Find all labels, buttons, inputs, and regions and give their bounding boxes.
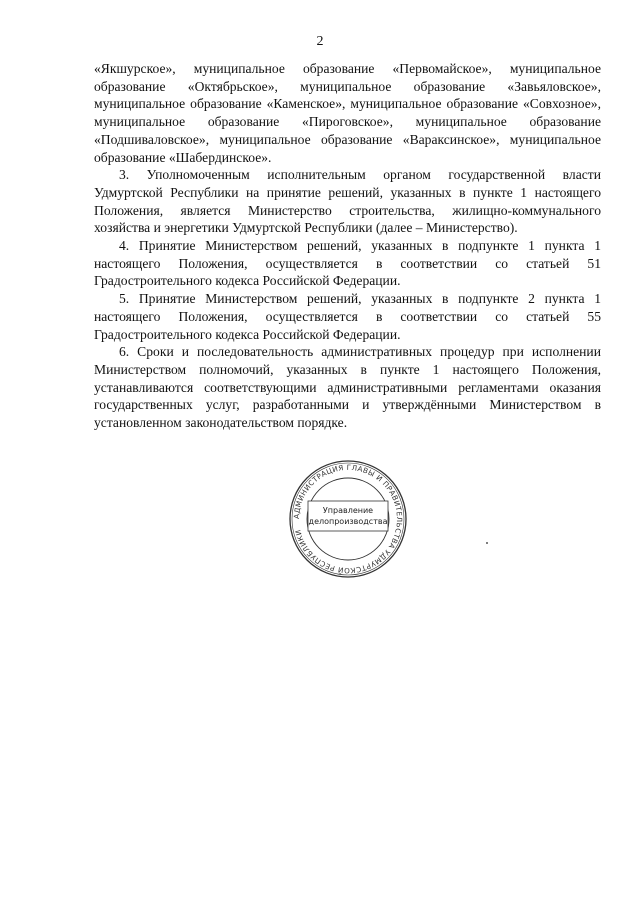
- paragraph-6: 6. Сроки и последовательность административных процедур при исполнении Министерством полномочий, указанных в пункте 1 настоящего Положения, устанавливаются соответствующими административными регламентами оказания государственных услуг, разработанными и утверждёнными Министерством в установленном законодательством порядке.: [94, 344, 601, 431]
- paragraph-4: 4. Принятие Министерством решений, указанных в подпункте 1 пункта 1 настоящего Положения, осуществляется в соответствии со статьей 51 Градостроительного кодекса Российской Федерации.: [94, 238, 601, 289]
- document-body: [94, 60, 601, 432]
- official-seal-stamp: [287, 458, 409, 580]
- scan-speck: [486, 542, 488, 544]
- paragraph-3: 3. Уполномоченным исполнительным органом государственной власти Удмуртской Республики на принятие решений, указанных в пункте 1 настоящего Положения, является Министерство строительства, жилищно-коммунального хозяйства и энергетики Удмуртской Республики (далее – Министерство).: [94, 167, 601, 236]
- seal-center-line2: делопроизводства: [308, 517, 388, 526]
- paragraph-5: 5. Принятие Министерством решений, указанных в подпункте 2 пункта 1 настоящего Положения, осуществляется в соответствии со статьей 55 Градостроительного кодекса Российской Федерации.: [94, 291, 601, 342]
- seal-center-line1: Управление: [322, 506, 374, 515]
- seal-outer-text: АДМИНИСТРАЦИЯ ГЛАВЫ И ПРАВИТЕЛЬСТВА УДМУРТСКОЙ РЕСПУБЛИКИ: [291, 462, 405, 576]
- paragraph-continuation: «Якшурское», муниципальное образование «Первомайское», муниципальное образование «Октябрьское», муниципальное образование «Завьяловское», муниципальное образование «Каменское», муниципальное образование «Совхозное», муниципальное образование «Пироговское», муниципальное образование «Подшиваловское», муниципальное образование «Вараксинское», муниципальное образование «Шабердинское».: [94, 61, 601, 165]
- page-number: 2: [316, 34, 324, 49]
